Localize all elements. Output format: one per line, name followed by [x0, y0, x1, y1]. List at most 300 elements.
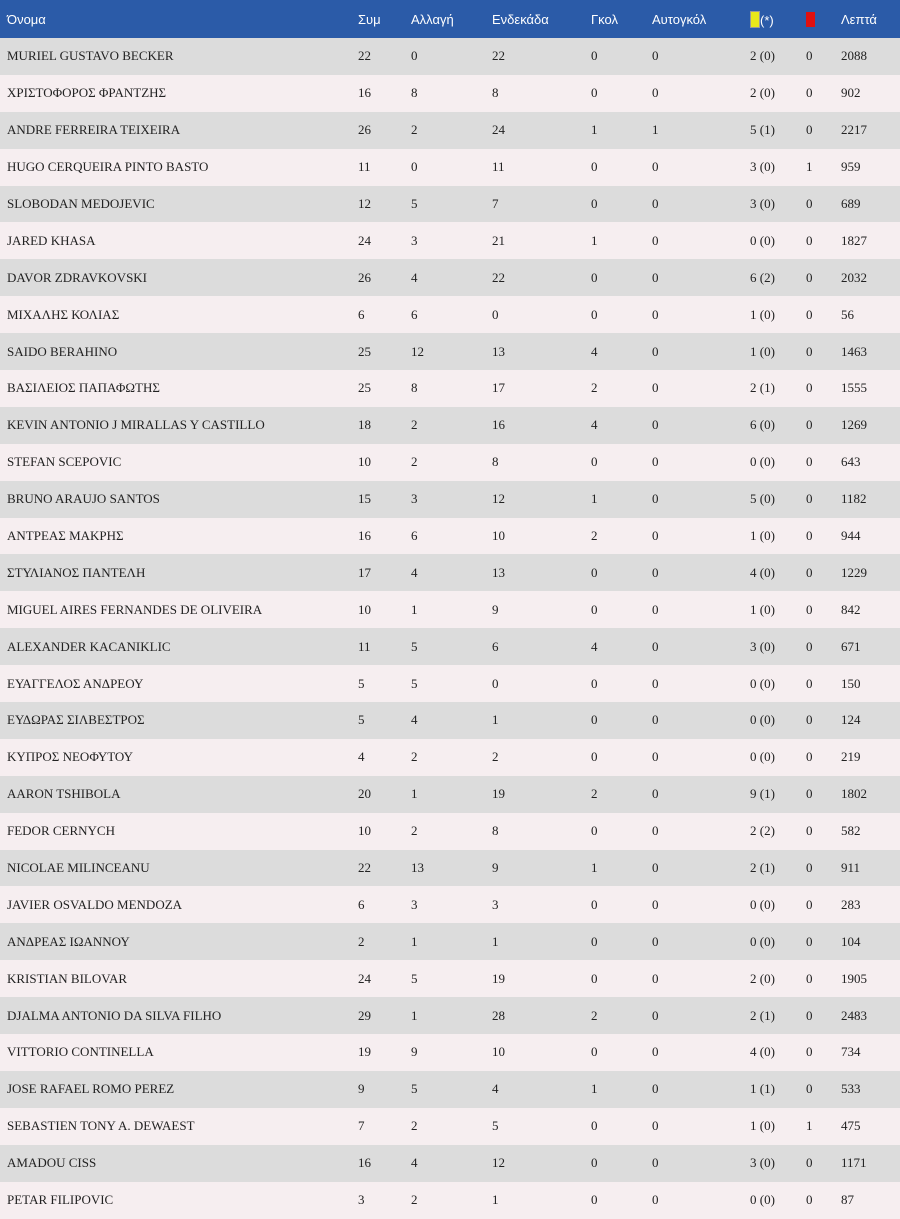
cell-red-cards: 0	[806, 1192, 813, 1208]
cell-minutes: 1905	[841, 970, 867, 986]
cell-minutes: 671	[841, 638, 861, 654]
cell-goals: 0	[591, 196, 598, 211]
cell-red-cards: 0	[806, 454, 813, 470]
cell-name: ALEXANDER KACANIKLIC	[7, 638, 171, 654]
cell-red-cards: 0	[806, 85, 813, 101]
cell-minutes: 1463	[841, 343, 867, 359]
cell-subs: 9	[411, 1044, 418, 1060]
cell-apps: 22	[358, 860, 371, 876]
header-goals[interactable]: Γκολ	[591, 11, 618, 27]
cell-goals: 0	[591, 749, 598, 765]
cell-goals: 0	[591, 712, 598, 728]
cell-name: STEFAN SCEPOVIC	[7, 454, 122, 470]
table-row	[0, 149, 900, 186]
header-own-goals[interactable]: Αυτογκόλ	[652, 11, 707, 27]
table-row	[0, 370, 900, 407]
cell-own-goals: 0	[652, 1118, 659, 1134]
cell-starts: 13	[492, 343, 505, 359]
table-row	[0, 554, 900, 591]
cell-name: ΑΝΔΡΕΑΣ ΙΩΑΝΝΟΥ	[7, 933, 130, 949]
cell-own-goals: 0	[652, 749, 659, 765]
cell-red-cards: 0	[806, 1044, 813, 1060]
cell-name: DJALMA ANTONIO DA SILVA FILHO	[7, 1007, 222, 1023]
cell-starts: 28	[492, 1007, 505, 1023]
cell-own-goals: 0	[652, 1007, 659, 1023]
cell-apps: 19	[358, 1044, 371, 1060]
cell-own-goals: 0	[652, 786, 659, 802]
cell-minutes: 1171	[841, 1155, 867, 1171]
red-card-icon	[806, 12, 815, 27]
cell-goals: 0	[591, 896, 598, 912]
cell-subs: 5	[411, 1081, 418, 1097]
cell-own-goals: 0	[652, 564, 659, 580]
cell-subs: 13	[411, 860, 424, 876]
cell-apps: 16	[358, 85, 371, 101]
cell-goals: 0	[591, 306, 598, 322]
cell-apps: 20	[358, 786, 371, 802]
cell-subs: 12	[411, 343, 424, 359]
header-subs[interactable]: Αλλαγή	[411, 11, 454, 27]
cell-yellow-cards: 2 (1)	[750, 380, 775, 396]
cell-subs: 5	[411, 638, 418, 654]
cell-apps: 7	[358, 1118, 365, 1134]
cell-goals: 0	[591, 970, 598, 986]
cell-starts: 16	[492, 417, 505, 433]
table-row	[0, 960, 900, 997]
cell-red-cards: 0	[806, 970, 813, 986]
cell-minutes: 219	[841, 749, 861, 765]
cell-minutes: 1802	[841, 786, 867, 802]
cell-own-goals: 0	[652, 1044, 659, 1060]
cell-goals: 2	[591, 380, 598, 396]
cell-own-goals: 0	[652, 601, 659, 617]
cell-minutes: 2088	[841, 48, 867, 64]
cell-red-cards: 0	[806, 601, 813, 617]
cell-starts: 1	[492, 1192, 499, 1208]
cell-own-goals: 0	[652, 933, 659, 949]
cell-red-cards: 0	[806, 712, 813, 728]
cell-subs: 5	[411, 970, 418, 986]
table-row	[0, 776, 900, 813]
cell-own-goals: 0	[652, 638, 659, 654]
cell-subs: 2	[411, 417, 418, 433]
cell-own-goals: 0	[652, 343, 659, 359]
cell-minutes: 689	[841, 196, 861, 211]
table-row	[0, 1071, 900, 1108]
cell-apps: 12	[358, 196, 371, 211]
cell-name: MIGUEL AIRES FERNANDES DE OLIVEIRA	[7, 601, 263, 617]
cell-minutes: 2483	[841, 1007, 867, 1023]
cell-goals: 0	[591, 159, 598, 175]
table-row	[0, 702, 900, 739]
table-row	[0, 997, 900, 1034]
cell-red-cards: 0	[806, 491, 813, 507]
cell-minutes: 1827	[841, 232, 867, 248]
cell-goals: 0	[591, 85, 598, 101]
cell-apps: 26	[358, 269, 371, 285]
cell-name: AARON TSHIBOLA	[7, 786, 121, 802]
cell-yellow-cards: 0 (0)	[750, 896, 775, 912]
cell-minutes: 475	[841, 1118, 861, 1134]
cell-red-cards: 1	[806, 1118, 813, 1134]
table-row	[0, 1034, 900, 1071]
cell-apps: 6	[358, 306, 365, 322]
cell-subs: 1	[411, 601, 418, 617]
cell-yellow-cards: 2 (1)	[750, 1007, 775, 1023]
cell-yellow-cards: 2 (0)	[750, 48, 775, 64]
cell-red-cards: 0	[806, 417, 813, 433]
cell-yellow-cards: 1 (0)	[750, 1118, 775, 1134]
cell-name: ANDRE FERREIRA TEIXEIRA	[7, 122, 181, 138]
cell-yellow-cards: 2 (0)	[750, 970, 775, 986]
cell-yellow-cards: 3 (0)	[750, 159, 775, 175]
header-starts[interactable]: Ενδεκάδα	[492, 11, 549, 27]
cell-starts: 9	[492, 860, 499, 876]
cell-apps: 15	[358, 491, 371, 507]
cell-minutes: 643	[841, 454, 861, 470]
cell-minutes: 56	[841, 306, 854, 322]
cell-red-cards: 0	[806, 196, 813, 211]
cell-yellow-cards: 6 (2)	[750, 269, 775, 285]
cell-own-goals: 0	[652, 970, 659, 986]
cell-starts: 8	[492, 454, 499, 470]
table-row	[0, 407, 900, 444]
cell-subs: 3	[411, 896, 418, 912]
cell-yellow-cards: 1 (0)	[750, 601, 775, 617]
cell-goals: 0	[591, 48, 598, 64]
cell-minutes: 944	[841, 528, 861, 544]
cell-subs: 2	[411, 1192, 418, 1208]
cell-starts: 1	[492, 712, 499, 728]
cell-yellow-cards: 0 (0)	[750, 675, 775, 691]
cell-yellow-cards: 0 (0)	[750, 1192, 775, 1208]
cell-subs: 1	[411, 1007, 418, 1023]
cell-apps: 10	[358, 454, 371, 470]
cell-starts: 4	[492, 1081, 499, 1097]
cell-starts: 0	[492, 675, 499, 691]
cell-apps: 4	[358, 749, 365, 765]
cell-goals: 4	[591, 343, 598, 359]
cell-name: HUGO CERQUEIRA PINTO BASTO	[7, 159, 209, 175]
table-row	[0, 222, 900, 259]
table-row	[0, 665, 900, 702]
cell-goals: 4	[591, 638, 598, 654]
cell-minutes: 533	[841, 1081, 861, 1097]
table-row	[0, 739, 900, 776]
header-name[interactable]: Όνομα	[7, 11, 46, 27]
cell-own-goals: 0	[652, 306, 659, 322]
cell-apps: 5	[358, 675, 365, 691]
cell-yellow-cards: 3 (0)	[750, 638, 775, 654]
cell-yellow-cards: 1 (1)	[750, 1081, 775, 1097]
cell-minutes: 734	[841, 1044, 861, 1060]
cell-apps: 29	[358, 1007, 371, 1023]
table-row	[0, 112, 900, 149]
cell-goals: 1	[591, 491, 598, 507]
cell-apps: 10	[358, 601, 371, 617]
cell-goals: 0	[591, 1044, 598, 1060]
cell-own-goals: 0	[652, 712, 659, 728]
table-row	[0, 518, 900, 555]
cell-red-cards: 0	[806, 860, 813, 876]
cell-subs: 5	[411, 675, 418, 691]
cell-name: ΒΑΣΙΛΕΙΟΣ ΠΑΠΑΦΩΤΗΣ	[7, 380, 160, 396]
cell-name: FEDOR CERNYCH	[7, 823, 115, 839]
cell-name: ΑΝΤΡΕΑΣ ΜΑΚΡΗΣ	[7, 528, 124, 544]
cell-goals: 4	[591, 417, 598, 433]
table-row	[0, 813, 900, 850]
cell-goals: 0	[591, 564, 598, 580]
cell-red-cards: 0	[806, 823, 813, 839]
cell-yellow-cards: 4 (0)	[750, 1044, 775, 1060]
cell-apps: 22	[358, 48, 371, 64]
cell-own-goals: 0	[652, 1155, 659, 1171]
cell-yellow-cards: 3 (0)	[750, 1155, 775, 1171]
table-row	[0, 628, 900, 665]
cell-yellow-cards: 0 (0)	[750, 749, 775, 765]
cell-apps: 9	[358, 1081, 365, 1097]
cell-name: ΜΙΧΑΛΗΣ ΚΟΛΙΑΣ	[7, 306, 120, 322]
cell-apps: 10	[358, 823, 371, 839]
cell-red-cards: 0	[806, 786, 813, 802]
cell-red-cards: 0	[806, 749, 813, 765]
cell-red-cards: 0	[806, 48, 813, 64]
cell-starts: 11	[492, 159, 505, 175]
table-row	[0, 591, 900, 628]
cell-starts: 3	[492, 896, 499, 912]
cell-subs: 1	[411, 933, 418, 949]
cell-own-goals: 0	[652, 454, 659, 470]
cell-minutes: 1269	[841, 417, 867, 433]
cell-red-cards: 0	[806, 933, 813, 949]
cell-subs: 0	[411, 159, 418, 175]
table-row	[0, 923, 900, 960]
cell-red-cards: 0	[806, 380, 813, 396]
cell-starts: 12	[492, 491, 505, 507]
cell-starts: 10	[492, 528, 505, 544]
cell-subs: 2	[411, 1118, 418, 1134]
cell-goals: 2	[591, 528, 598, 544]
table-body	[0, 38, 900, 1219]
cell-yellow-cards: 2 (0)	[750, 85, 775, 101]
cell-subs: 5	[411, 196, 418, 211]
cell-name: BRUNO ARAUJO SANTOS	[7, 491, 160, 507]
table-row	[0, 1108, 900, 1145]
cell-yellow-cards: 0 (0)	[750, 454, 775, 470]
cell-starts: 1	[492, 933, 499, 949]
cell-red-cards: 0	[806, 638, 813, 654]
cell-apps: 3	[358, 1192, 365, 1208]
cell-starts: 12	[492, 1155, 505, 1171]
cell-goals: 0	[591, 454, 598, 470]
cell-own-goals: 0	[652, 860, 659, 876]
cell-yellow-cards: 0 (0)	[750, 232, 775, 248]
cell-subs: 0	[411, 48, 418, 64]
cell-starts: 9	[492, 601, 499, 617]
cell-goals: 0	[591, 823, 598, 839]
cell-starts: 0	[492, 306, 499, 322]
cell-own-goals: 0	[652, 196, 659, 211]
header-red-cards[interactable]	[806, 0, 841, 38]
header-yellow-cards[interactable]	[750, 0, 806, 38]
cell-starts: 10	[492, 1044, 505, 1060]
cell-apps: 17	[358, 564, 371, 580]
cell-name: VITTORIO CONTINELLA	[7, 1044, 154, 1060]
cell-own-goals: 0	[652, 675, 659, 691]
cell-name: JARED KHASA	[7, 232, 96, 248]
table-row	[0, 1145, 900, 1182]
table-row	[0, 481, 900, 518]
cell-yellow-cards: 4 (0)	[750, 564, 775, 580]
cell-red-cards: 0	[806, 232, 813, 248]
cell-red-cards: 0	[806, 564, 813, 580]
cell-starts: 7	[492, 196, 499, 211]
cell-subs: 6	[411, 306, 418, 322]
header-row	[0, 0, 900, 38]
cell-name: ΚΥΠΡΟΣ ΝΕΟΦΥΤΟΥ	[7, 749, 134, 765]
cell-apps: 11	[358, 638, 371, 654]
cell-red-cards: 0	[806, 1081, 813, 1097]
cell-minutes: 1555	[841, 380, 867, 396]
table-row	[0, 850, 900, 887]
cell-subs: 6	[411, 528, 418, 544]
cell-starts: 13	[492, 564, 505, 580]
cell-minutes: 283	[841, 896, 861, 912]
cell-own-goals: 0	[652, 48, 659, 64]
cell-name: MURIEL GUSTAVO BECKER	[7, 48, 174, 64]
table-row	[0, 1182, 900, 1219]
cell-starts: 8	[492, 85, 499, 101]
cell-subs: 2	[411, 454, 418, 470]
cell-goals: 0	[591, 933, 598, 949]
cell-apps: 6	[358, 896, 365, 912]
table-row	[0, 333, 900, 370]
cell-starts: 17	[492, 380, 505, 396]
cell-minutes: 1182	[841, 491, 867, 507]
cell-red-cards: 0	[806, 1007, 813, 1023]
cell-apps: 25	[358, 380, 371, 396]
cell-own-goals: 0	[652, 159, 659, 175]
cell-own-goals: 0	[652, 380, 659, 396]
cell-subs: 2	[411, 749, 418, 765]
yellow-card-icon	[750, 11, 760, 28]
cell-yellow-cards: 5 (1)	[750, 122, 775, 138]
cell-subs: 3	[411, 232, 418, 248]
cell-subs: 4	[411, 1155, 418, 1171]
cell-starts: 8	[492, 823, 499, 839]
cell-own-goals: 0	[652, 491, 659, 507]
table-row	[0, 886, 900, 923]
cell-name: NICOLAE MILINCEANU	[7, 860, 150, 876]
cell-own-goals: 0	[652, 269, 659, 285]
cell-minutes: 2217	[841, 122, 867, 138]
cell-name: SLOBODAN MEDOJEVIC	[7, 196, 155, 211]
cell-name: SEBASTIEN TONY A. DEWAEST	[7, 1118, 195, 1134]
cell-subs: 1	[411, 786, 418, 802]
table-row	[0, 296, 900, 333]
cell-name: SAIDO BERAHINO	[7, 343, 118, 359]
header-yellow-suffix: (*)	[760, 12, 774, 28]
cell-own-goals: 0	[652, 85, 659, 101]
cell-red-cards: 0	[806, 269, 813, 285]
cell-red-cards: 0	[806, 528, 813, 544]
cell-goals: 1	[591, 122, 598, 138]
table-row	[0, 75, 900, 112]
cell-red-cards: 0	[806, 675, 813, 691]
table-row	[0, 259, 900, 296]
cell-name: JAVIER OSVALDO MENDOZA	[7, 896, 183, 912]
cell-goals: 0	[591, 1155, 598, 1171]
header-minutes[interactable]: Λεπτά	[841, 11, 877, 27]
cell-minutes: 959	[841, 159, 861, 175]
cell-subs: 8	[411, 85, 418, 101]
cell-starts: 2	[492, 749, 499, 765]
cell-own-goals: 0	[652, 823, 659, 839]
cell-name: ΣΤΥΛΙΑΝΟΣ ΠΑΝΤΕΛΗ	[7, 564, 146, 580]
cell-subs: 4	[411, 269, 418, 285]
cell-starts: 22	[492, 48, 505, 64]
cell-minutes: 87	[841, 1192, 854, 1208]
cell-starts: 21	[492, 232, 505, 248]
cell-own-goals: 0	[652, 528, 659, 544]
cell-red-cards: 0	[806, 306, 813, 322]
cell-yellow-cards: 1 (0)	[750, 528, 775, 544]
cell-yellow-cards: 5 (0)	[750, 491, 775, 507]
cell-subs: 2	[411, 122, 418, 138]
cell-subs: 4	[411, 564, 418, 580]
cell-name: ΕΥΑΓΓΕΛΟΣ ΑΝΔΡΕΟΥ	[7, 675, 144, 691]
cell-minutes: 1229	[841, 564, 867, 580]
cell-name: PETAR FILIPOVIC	[7, 1192, 114, 1208]
cell-apps: 16	[358, 528, 371, 544]
cell-minutes: 911	[841, 860, 861, 876]
cell-yellow-cards: 0 (0)	[750, 933, 775, 949]
cell-subs: 2	[411, 823, 418, 839]
cell-yellow-cards: 6 (0)	[750, 417, 775, 433]
cell-red-cards: 1	[806, 159, 813, 175]
cell-goals: 1	[591, 232, 598, 248]
cell-starts: 19	[492, 970, 505, 986]
cell-yellow-cards: 9 (1)	[750, 786, 775, 802]
cell-apps: 18	[358, 417, 371, 433]
cell-yellow-cards: 1 (0)	[750, 343, 775, 359]
header-apps[interactable]: Συμ	[358, 11, 381, 27]
cell-name: ΕΥΔΩΡΑΣ ΣΙΛΒΕΣΤΡΟΣ	[7, 712, 145, 728]
cell-apps: 26	[358, 122, 371, 138]
cell-apps: 25	[358, 343, 371, 359]
cell-own-goals: 0	[652, 232, 659, 248]
cell-name: AMADOU CISS	[7, 1155, 97, 1171]
cell-own-goals: 0	[652, 896, 659, 912]
cell-subs: 8	[411, 380, 418, 396]
cell-starts: 24	[492, 122, 505, 138]
cell-minutes: 902	[841, 85, 861, 101]
cell-apps: 16	[358, 1155, 371, 1171]
cell-subs: 4	[411, 712, 418, 728]
cell-goals: 1	[591, 1081, 598, 1097]
cell-red-cards: 0	[806, 122, 813, 138]
cell-subs: 3	[411, 491, 418, 507]
cell-own-goals: 0	[652, 417, 659, 433]
cell-yellow-cards: 1 (0)	[750, 306, 775, 322]
cell-starts: 22	[492, 269, 505, 285]
cell-starts: 6	[492, 638, 499, 654]
table-row	[0, 186, 900, 223]
cell-minutes: 842	[841, 601, 861, 617]
cell-own-goals: 1	[652, 122, 659, 138]
cell-minutes: 104	[841, 933, 861, 949]
cell-apps: 24	[358, 970, 371, 986]
